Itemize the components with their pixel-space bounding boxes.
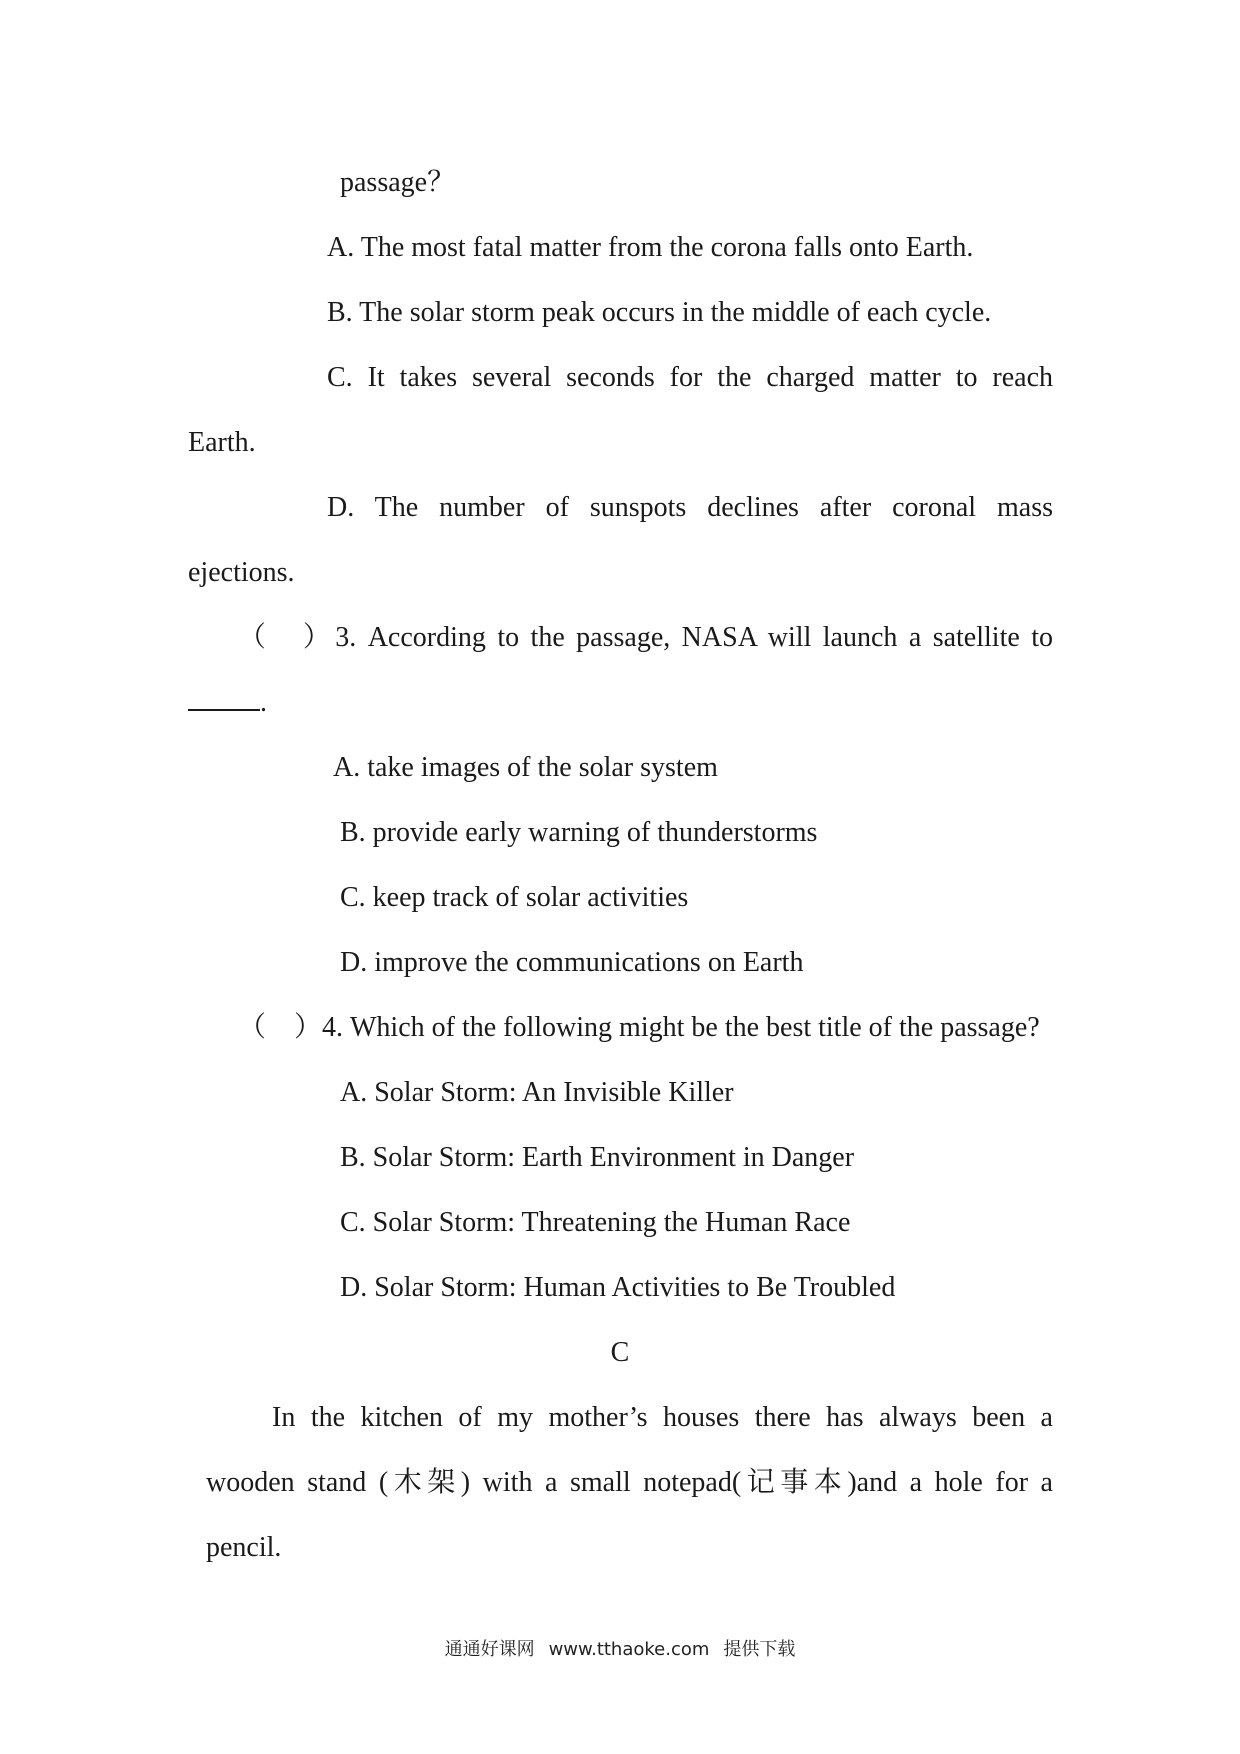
page-footer [0, 1635, 1240, 1661]
answer-blank [188, 685, 260, 711]
q2-option-b: B. The solar storm peak occurs in the middle of each cycle. [327, 297, 992, 328]
q4-option-b: B. Solar Storm: Earth Environment in Danger [340, 1142, 855, 1173]
section-c-heading: C [610, 1337, 630, 1368]
q3-stem: （ ）3. According to the passage, NASA will launch a satellite to [238, 622, 1053, 653]
q2-option-d-line1: D. The number of sunspots declines after coronal mass [327, 492, 1053, 523]
q3-option-c: C. keep track of solar activities [340, 882, 689, 913]
q3-option-a: A. take images of the solar system [333, 752, 718, 783]
q4-stem: （ ）4. Which of the following might be the best title of the passage? [238, 1012, 1040, 1043]
section-c-para-line1: In the kitchen of my mother’s houses there has always been a [272, 1402, 1053, 1433]
q2-stem-tail: passage？ [340, 167, 456, 198]
q2-option-c-line2: Earth. [188, 427, 256, 458]
q2-option-a: A. The most fatal matter from the corona falls onto Earth. [327, 232, 974, 263]
q4-option-c: C. Solar Storm: Threatening the Human Race [340, 1207, 851, 1238]
section-c-para-line3: pencil. [206, 1532, 282, 1563]
q2-option-d-line2: ejections. [188, 557, 295, 588]
q3-stem-blank [188, 685, 267, 721]
q2-option-c-line1: C. It takes several seconds for the charged matter to reach [327, 362, 1053, 393]
q3-stem-end: . [260, 687, 267, 718]
footer-suffix: 提供下载 [723, 1639, 796, 1660]
footer-site-name: 通通好课网 [444, 1639, 535, 1660]
q3-option-d: D. improve the communications on Earth [340, 947, 804, 978]
footer-url: www.tthaoke.com [548, 1639, 710, 1660]
q4-option-a: A. Solar Storm: An Invisible Killer [340, 1077, 734, 1108]
q4-option-d: D. Solar Storm: Human Activities to Be Troubled [340, 1272, 896, 1303]
section-c-para-line2: wooden stand (木架) with a small notepad(记事本)and a hole for a [206, 1467, 1053, 1498]
q3-option-b: B. provide early warning of thunderstorms [340, 817, 818, 848]
